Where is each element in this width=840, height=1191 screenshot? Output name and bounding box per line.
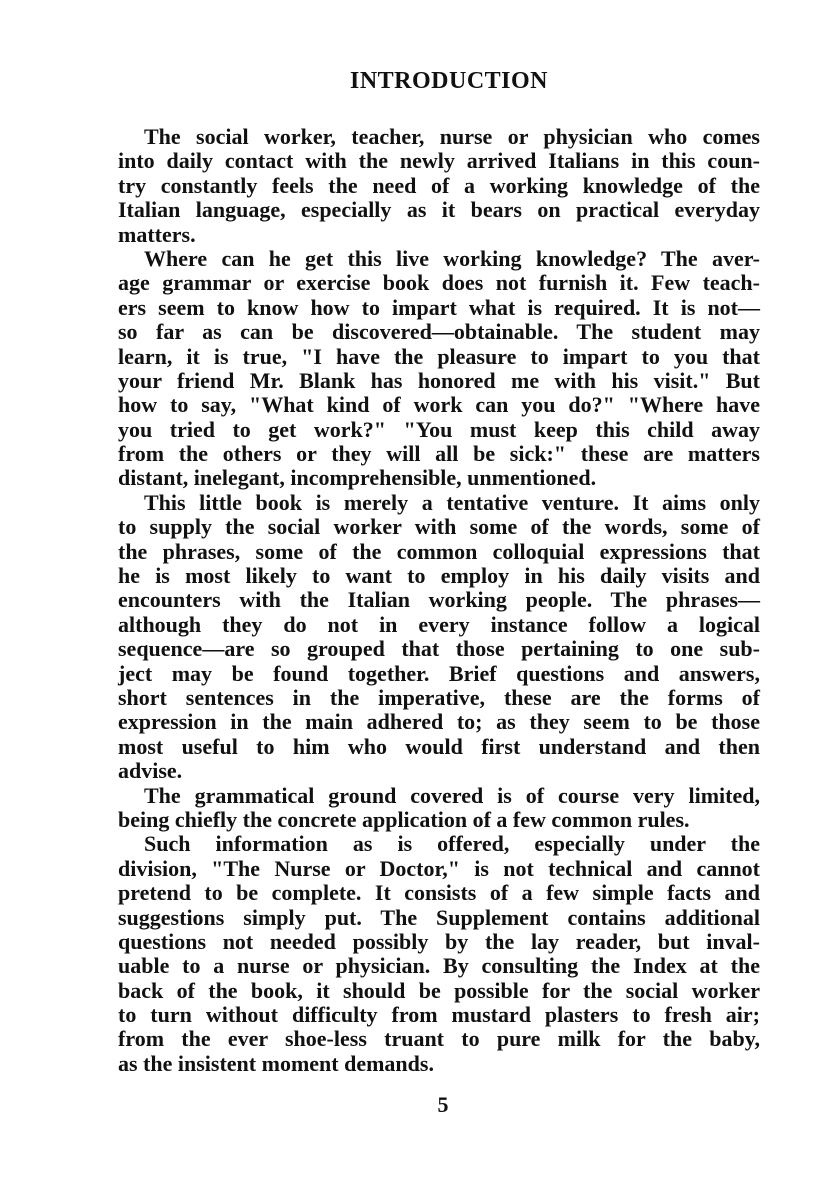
text-line: you tried to get work?" "You must keep this child away [118,416,760,442]
text-line: expression in the main adhered to; as they seem to be those [118,709,760,735]
text-line: to supply the social worker with some of the words, some of [118,514,760,540]
text-line: The grammatical ground covered is of course very limited, [144,782,760,808]
text-line: from the others or they will all be sick:" these are matters [118,441,760,467]
text-line: advise. [118,758,183,784]
text-line: although they do not in every instance follow a logical [118,611,760,637]
page-title: INTRODUCTION [349,68,549,94]
text-line: This little book is merely a tentative venture. It aims only [144,489,760,515]
text-line: encounters with the Italian working people. The phrases— [118,587,760,613]
text-line: ers seem to know how to impart what is required. It is not— [118,294,760,320]
text-line: Such information as is offered, especially under the [144,831,760,857]
text-line: as the insistent moment demands. [118,1050,434,1076]
text-line: learn, it is true, "I have the pleasure to impart to you that [118,343,760,369]
text-line: age grammar or exercise book does not furnish it. Few teach- [118,270,760,296]
text-line: so far as can be discovered—obtainable. The student may [118,319,760,345]
text-line: being chiefly the concrete application of a few common rules. [118,806,690,832]
text-line: try constantly feels the need of a working knowledge of the [118,172,760,198]
text-line: questions not needed possibly by the lay reader, but inval- [118,928,760,954]
page-number: 5 [437,1092,449,1118]
text-line: he is most likely to want to employ in his daily visits and [118,563,760,589]
text-line: The social worker, teacher, nurse or physician who comes [144,124,760,149]
text-line: Italian language, especially as it bears on practical everyday [118,197,760,223]
text-line: distant, inelegant, incomprehensible, unmentioned. [118,465,597,491]
text-line: how to say, "What kind of work can you do?" "Where have [118,392,760,418]
text-line: pretend to be complete. It consists of a few simple facts and [118,880,760,906]
text-line: suggestions simply put. The Supplement contains additional [118,904,760,930]
text-line: to turn without difficulty from mustard plasters to fresh air; [118,1002,760,1028]
text-line: Where can he get this live working knowledge? The aver- [144,245,760,271]
text-line: the phrases, some of the common colloquial expressions that [118,538,760,564]
text-line: matters. [118,221,196,247]
text-line: back of the book, it should be possible for the social worker [118,977,760,1003]
text-line: division, "The Nurse or Doctor," is not technical and cannot [118,855,760,881]
text-line: uable to a nurse or physician. By consulting the Index at the [118,953,760,979]
body-text [118,125,760,1076]
text-line: your friend Mr. Blank has honored me with his visit." But [118,367,760,393]
text-line: most useful to him who would first understand and then [118,733,760,759]
text-line: sequence—are so grouped that those pertaining to one sub- [118,636,760,662]
text-line: from the ever shoe-less truant to pure milk for the baby, [118,1026,760,1052]
text-line: into daily contact with the newly arrived Italians in this coun- [118,148,760,174]
text-line: short sentences in the imperative, these are the forms of [118,684,760,710]
text-line: ject may be found together. Brief questions and answers, [118,660,760,686]
page [118,68,760,1118]
